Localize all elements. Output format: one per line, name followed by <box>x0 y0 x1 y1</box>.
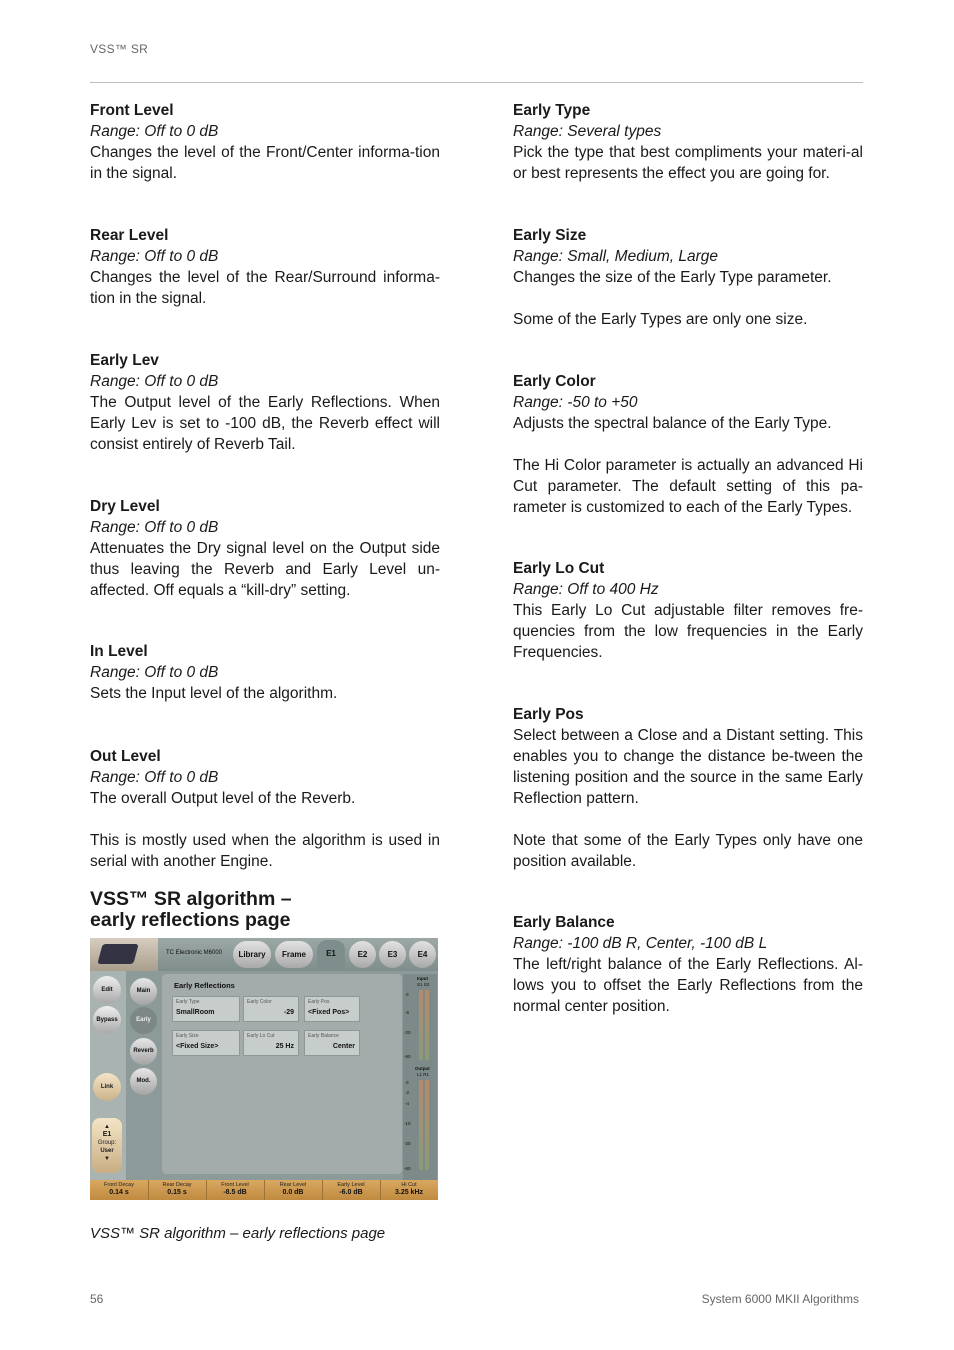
early-lo-cut-field[interactable] <box>243 1030 299 1056</box>
param-name: Early Lo Cut <box>513 560 605 577</box>
input-scale-0: 0 <box>406 992 409 997</box>
field-label: Early Balance <box>308 1033 339 1039</box>
early-size-field[interactable] <box>172 1030 240 1056</box>
page-number: 56 <box>90 1292 104 1306</box>
param-range: Range: -50 to +50 <box>513 394 638 411</box>
param-name: Out Level <box>90 748 161 765</box>
group-engine: E1 <box>102 1131 112 1138</box>
output-meter-bar-l1 <box>419 1080 423 1170</box>
output-channels: L1 R1 <box>417 1072 430 1077</box>
output-meter-bar-r1 <box>425 1080 429 1170</box>
param-early-color <box>513 371 863 518</box>
input-meter-label: Input <box>417 976 428 981</box>
early-type-field[interactable] <box>172 996 240 1022</box>
tab-e2[interactable]: E2 <box>349 941 376 968</box>
chevron-up-icon[interactable]: ▲ <box>104 1124 110 1130</box>
input-meter-bar-s2 <box>425 990 429 1060</box>
output-meter-label: Output <box>415 1066 430 1071</box>
param-name: Early Lev <box>90 352 159 369</box>
tab-e1[interactable]: E1 <box>317 940 345 971</box>
param-range: Range: Small, Medium, Large <box>513 248 719 265</box>
strip-value: 0.14 s <box>109 1189 129 1196</box>
main-button[interactable]: Main <box>130 978 157 1005</box>
running-header: VSS™ SR <box>90 42 149 56</box>
section-heading <box>90 889 450 931</box>
param-description: The Output level of the Early Reflections. When Early Lev is set to -100 dB, the Reverb effect will consist entirely of Reverb Tail. <box>90 394 440 453</box>
device-logo <box>90 938 158 971</box>
param-description: Adjusts the spectral balance of the Early Type. <box>513 415 832 432</box>
chevron-down-icon[interactable]: ▼ <box>104 1156 110 1162</box>
output-scale-0: 0 <box>406 1080 409 1085</box>
output-scale-3: -10 <box>404 1121 411 1126</box>
bypass-button[interactable]: Bypass <box>93 1006 121 1034</box>
param-description-extra: Note that some of the Early Types only have one position available. <box>513 832 863 870</box>
field-label: Early Color <box>247 999 272 1005</box>
param-out-level <box>90 746 440 872</box>
group-selector[interactable] <box>92 1118 122 1173</box>
param-range: Range: Off to 0 dB <box>90 519 219 536</box>
param-range: Range: -100 dB R, Center, -100 dB L <box>513 935 768 952</box>
panel-title: Early Reflections <box>174 981 235 990</box>
strip-label: Rear Decay <box>162 1182 192 1188</box>
param-range: Range: Off to 400 Hz <box>513 581 659 598</box>
param-name: Dry Level <box>90 498 160 515</box>
field-label: Early Lo Cut <box>247 1033 275 1039</box>
group-label: Group: <box>97 1140 117 1146</box>
param-early-balance <box>513 912 863 1017</box>
figure-caption: VSS™ SR algorithm – early reflections page <box>90 1225 386 1242</box>
param-description-extra: This is mostly used when the algorithm is used in serial with another Engine. <box>90 832 440 870</box>
strip-value: -6.0 dB <box>339 1189 363 1196</box>
strip-label: Front Decay <box>104 1182 134 1188</box>
param-description: Attenuates the Dry signal level on the Output side thus leaving the Reverb and Early Level un-affected. Off equals a “kill-dry” setting. <box>90 540 440 599</box>
param-name: Early Balance <box>513 914 615 931</box>
param-name: In Level <box>90 643 148 660</box>
strip-label: Front Level <box>221 1182 249 1188</box>
strip-rear-level[interactable] <box>264 1180 323 1200</box>
input-channels: S1 S2 <box>417 982 430 987</box>
strip-label: Early Level <box>337 1182 365 1188</box>
mod-button[interactable]: Mod. <box>130 1068 157 1095</box>
parameter-strip <box>90 1180 438 1200</box>
input-scale-2: -20 <box>404 1030 411 1035</box>
early-color-field[interactable] <box>243 996 299 1022</box>
param-early-size <box>513 225 863 330</box>
param-range: Range: Off to 0 dB <box>90 373 219 390</box>
strip-label: Rear Level <box>279 1182 307 1188</box>
param-front-level <box>90 100 440 184</box>
early-balance-field[interactable] <box>304 1030 360 1056</box>
param-description: Select between a Close and a Distant setting. This enables you to change the distance be-tween the listening position and the source in the same Early Reflection pattern. <box>513 727 863 807</box>
param-dry-level <box>90 496 440 601</box>
device-icon <box>97 944 138 964</box>
param-description: Changes the size of the Early Type parameter. <box>513 269 832 286</box>
output-scale-2: -4 <box>405 1101 410 1106</box>
strip-value: 0.15 s <box>167 1189 187 1196</box>
param-description-extra: The Hi Color parameter is actually an advanced Hi Cut parameter. The default setting of this pa-rameter is customized to each of the Early Types. <box>513 457 863 516</box>
early-button[interactable]: Early <box>130 1007 157 1034</box>
section-heading-line1: VSS™ SR algorithm – <box>90 888 292 910</box>
field-value: SmallRoom <box>176 1009 215 1016</box>
param-early-lo-cut <box>513 558 863 663</box>
group-value: User <box>100 1148 114 1154</box>
strip-front-level[interactable] <box>206 1180 265 1200</box>
output-scale-5: -60 <box>404 1166 411 1171</box>
edit-button[interactable]: Edit <box>93 976 121 1004</box>
field-value: -29 <box>283 1009 294 1016</box>
field-value: 25 Hz <box>275 1043 294 1050</box>
param-description: Sets the Input level of the algorithm. <box>90 685 338 702</box>
param-name: Early Size <box>513 227 587 244</box>
param-range: Range: Several types <box>513 123 662 140</box>
field-label: Early Size <box>176 1033 199 1039</box>
input-scale-1: -6 <box>405 1010 410 1015</box>
param-description: Pick the type that best compliments your materi-al or best represents the effect you are going for. <box>513 144 863 182</box>
param-description: The left/right balance of the Early Reflections. Al-lows you to offset the Early Reflections from the normal center position. <box>513 956 863 1015</box>
field-value: <Fixed Pos> <box>308 1009 350 1016</box>
link-button[interactable]: Link <box>93 1073 121 1101</box>
strip-value: 0.0 dB <box>282 1189 304 1196</box>
input-meter-bar-s1 <box>419 990 423 1060</box>
field-value: Center <box>332 1043 355 1050</box>
param-in-level <box>90 641 440 704</box>
param-range: Range: Off to 0 dB <box>90 123 219 140</box>
param-description: The overall Output level of the Reverb. <box>90 790 356 807</box>
level-meters <box>403 974 437 1180</box>
param-name: Rear Level <box>90 227 169 244</box>
early-pos-field[interactable] <box>304 996 360 1022</box>
param-name: Early Type <box>513 102 591 119</box>
strip-front-decay[interactable] <box>90 1180 149 1200</box>
param-description: Changes the level of the Rear/Surround informa-tion in the signal. <box>90 269 440 307</box>
document-title: System 6000 MKII Algorithms <box>701 1292 859 1306</box>
reverb-button[interactable]: Reverb <box>130 1038 157 1065</box>
param-description-extra: Some of the Early Types are only one size. <box>513 311 808 328</box>
brand-label: TC Electronic M6000 <box>166 950 223 956</box>
strip-value: -8.5 dB <box>223 1189 247 1196</box>
field-label: Early Type <box>176 999 200 1005</box>
section-heading-line2: early reflections page <box>90 909 291 931</box>
field-value: <Fixed Size> <box>176 1043 219 1050</box>
output-scale-1: -2 <box>405 1090 410 1095</box>
strip-early-level[interactable] <box>322 1180 381 1200</box>
early-reflections-screenshot <box>90 938 438 1200</box>
param-rear-level <box>90 225 440 309</box>
strip-value: 3.25 kHz <box>394 1189 424 1196</box>
strip-hi-cut[interactable] <box>380 1180 438 1200</box>
param-early-type <box>513 100 863 184</box>
strip-label: Hi Cut <box>401 1182 417 1188</box>
header-divider <box>90 82 863 83</box>
tab-e3[interactable]: E3 <box>379 941 406 968</box>
tab-frame[interactable]: Frame <box>275 941 313 968</box>
param-early-lev <box>90 350 440 455</box>
strip-rear-decay[interactable] <box>148 1180 207 1200</box>
tab-e4[interactable]: E4 <box>409 941 436 968</box>
param-name: Early Color <box>513 373 596 390</box>
output-scale-4: -20 <box>404 1141 411 1146</box>
param-range: Range: Off to 0 dB <box>90 664 219 681</box>
input-scale-3: -60 <box>404 1054 411 1059</box>
param-name: Front Level <box>90 102 174 119</box>
param-range: Range: Off to 0 dB <box>90 248 219 265</box>
param-early-pos <box>513 704 863 872</box>
param-name: Early Pos <box>513 706 584 723</box>
field-label: Early Pos <box>308 999 330 1005</box>
tab-library[interactable]: Library <box>233 941 271 968</box>
param-description: This Early Lo Cut adjustable filter removes fre-quencies from the low frequencies in the Early Frequencies. <box>513 602 863 661</box>
param-description: Changes the level of the Front/Center informa-tion in the signal. <box>90 144 440 182</box>
param-range: Range: Off to 0 dB <box>90 769 219 786</box>
